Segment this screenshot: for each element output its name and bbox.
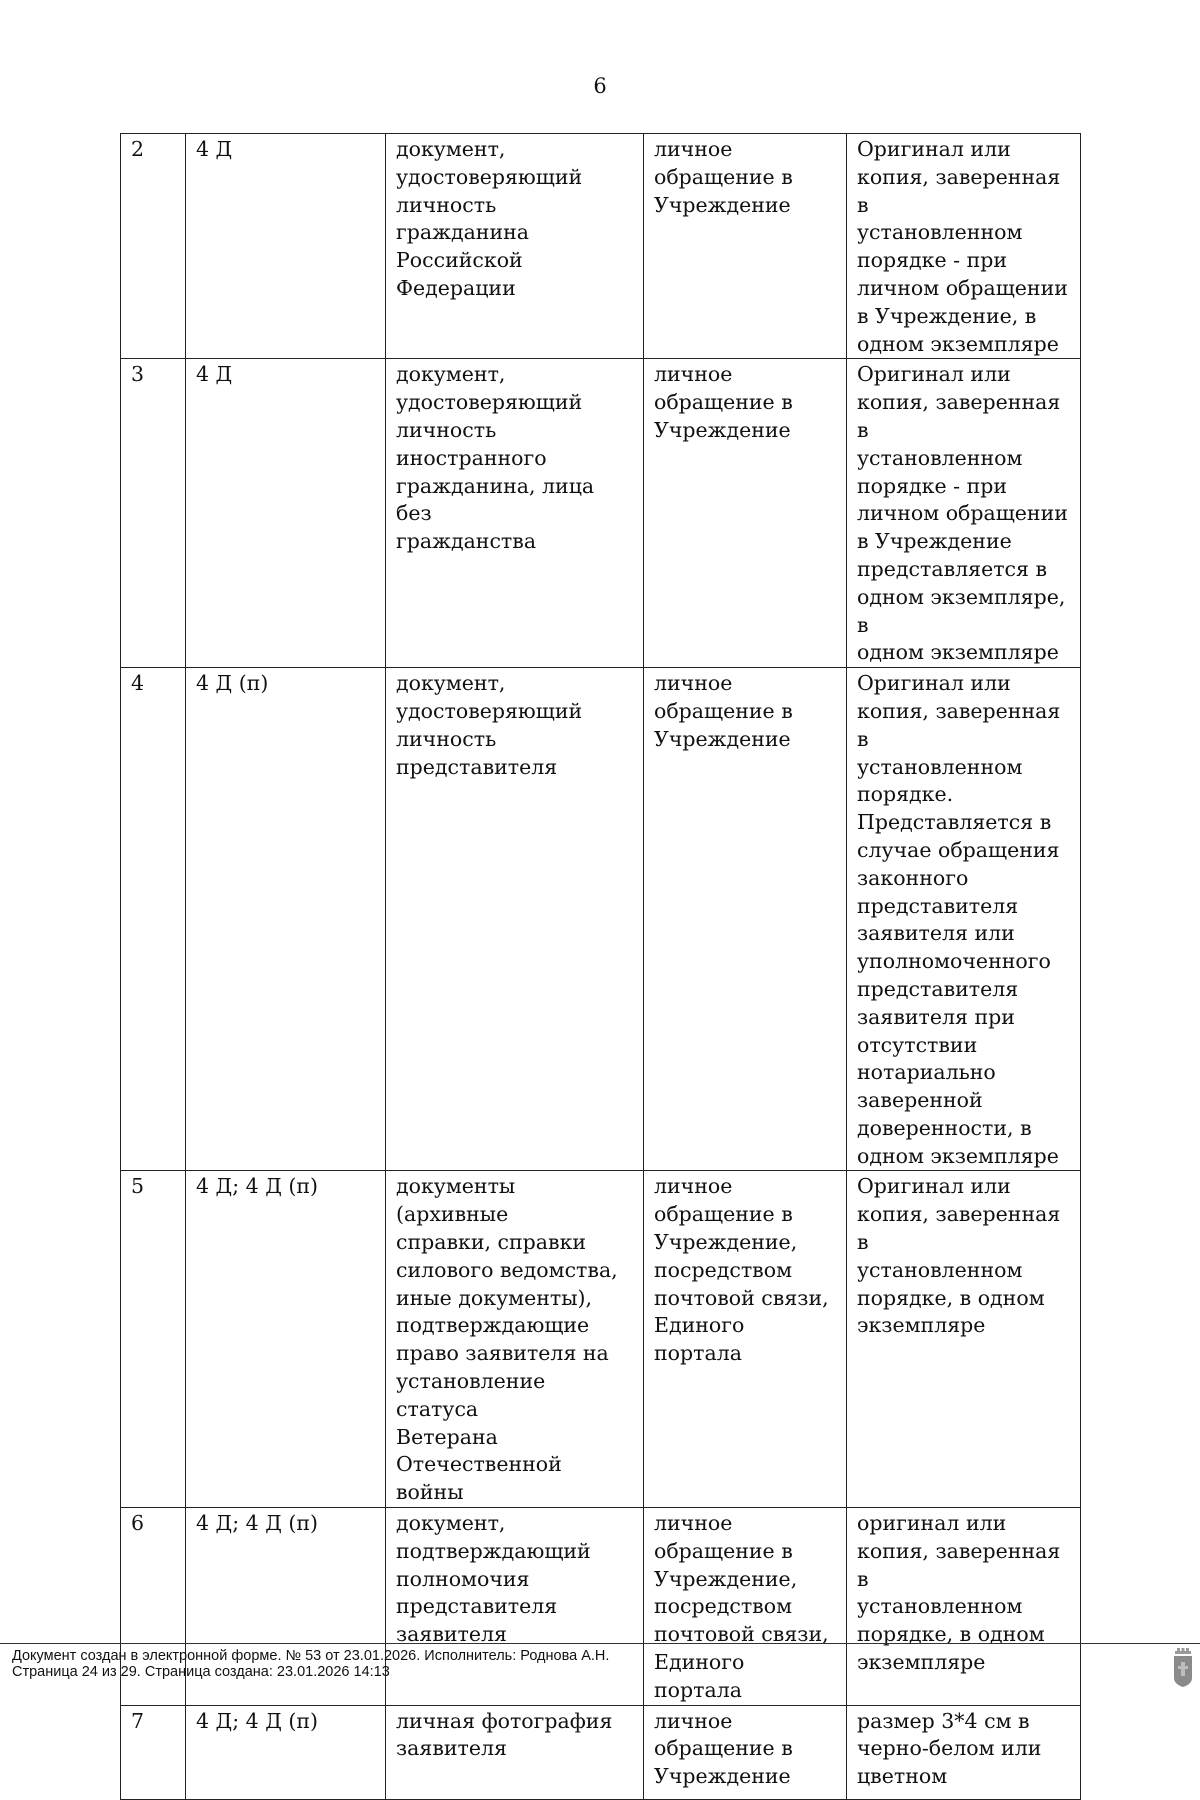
submission-method-cell: личное обращение в Учреждение: [644, 1705, 847, 1799]
document-name-cell: документы (архивные справки, справки силового ведомства, иные документы), подтверждающие право заявителя на установление статуса Ветерана Отечественной войны: [386, 1171, 644, 1508]
document-name-cell: документ, удостоверяющий личность представителя: [386, 668, 644, 1171]
submission-method-cell: личное обращение в Учреждение, посредством почтовой связи, Единого портала: [644, 1508, 847, 1706]
submission-form-cell: Оригинал или копия, заверенная в установленном порядке. Представляется в случае обращения законного представителя заявителя или уполномоченного представителя заявителя при отсутствии нотариально заверенной доверенности, в одном экземпляре: [847, 668, 1081, 1171]
code-cell: 4 Д: [186, 359, 386, 668]
submission-method-cell: личное обращение в Учреждение: [644, 668, 847, 1171]
submission-form-cell: размер 3*4 см в черно-белом или цветном: [847, 1705, 1081, 1799]
submission-form-cell: оригинал или копия, заверенная в установленном порядке, в одном экземпляре: [847, 1508, 1081, 1706]
table-row: [121, 1705, 1081, 1799]
footer-divider: [0, 1643, 1200, 1644]
footer-document-info: Документ создан в электронной форме. № 53 от 23.01.2026. Исполнитель: Роднова А.Н.: [12, 1648, 610, 1664]
submission-form-cell: Оригинал или копия, заверенная в установленном порядке, в одном экземпляре: [847, 1171, 1081, 1508]
submission-method-cell: личное обращение в Учреждение: [644, 359, 847, 668]
document-name-cell: документ, удостоверяющий личность иностранного гражданина, лица без гражданства: [386, 359, 644, 668]
page-number: 6: [593, 74, 607, 98]
coat-of-arms-emblem-icon: [1172, 1648, 1194, 1688]
code-cell: 4 Д (п): [186, 668, 386, 1171]
table-row: [121, 1171, 1081, 1508]
submission-form-cell: Оригинал или копия, заверенная в установленном порядке - при личном обращении в Учреждение, в одном экземпляре: [847, 134, 1081, 359]
row-number-cell: 3: [121, 359, 186, 668]
code-cell: 4 Д: [186, 134, 386, 359]
document-name-cell: личная фотография заявителя: [386, 1705, 644, 1799]
footer-page-info: Страница 24 из 29. Страница создана: 23.01.2026 14:13: [12, 1664, 390, 1680]
table-row: [121, 359, 1081, 668]
footer: [12, 1648, 609, 1680]
table-row: [121, 134, 1081, 359]
row-number-cell: 7: [121, 1705, 186, 1799]
code-cell: 4 Д; 4 Д (п): [186, 1705, 386, 1799]
row-number-cell: 6: [121, 1508, 186, 1706]
submission-form-cell: Оригинал или копия, заверенная в установленном порядке - при личном обращении в Учреждение представляется в одном экземпляре, в одном экземпляре: [847, 359, 1081, 668]
submission-method-cell: личное обращение в Учреждение, посредством почтовой связи, Единого портала: [644, 1171, 847, 1508]
document-name-cell: документ, подтверждающий полномочия представителя заявителя: [386, 1508, 644, 1706]
row-number-cell: 2: [121, 134, 186, 359]
table-row: [121, 668, 1081, 1171]
code-cell: 4 Д; 4 Д (п): [186, 1508, 386, 1706]
code-cell: 4 Д; 4 Д (п): [186, 1171, 386, 1508]
row-number-cell: 5: [121, 1171, 186, 1508]
submission-method-cell: личное обращение в Учреждение: [644, 134, 847, 359]
row-number-cell: 4: [121, 668, 186, 1171]
documents-table: [120, 133, 1081, 1800]
document-name-cell: документ, удостоверяющий личность гражданина Российской Федерации: [386, 134, 644, 359]
